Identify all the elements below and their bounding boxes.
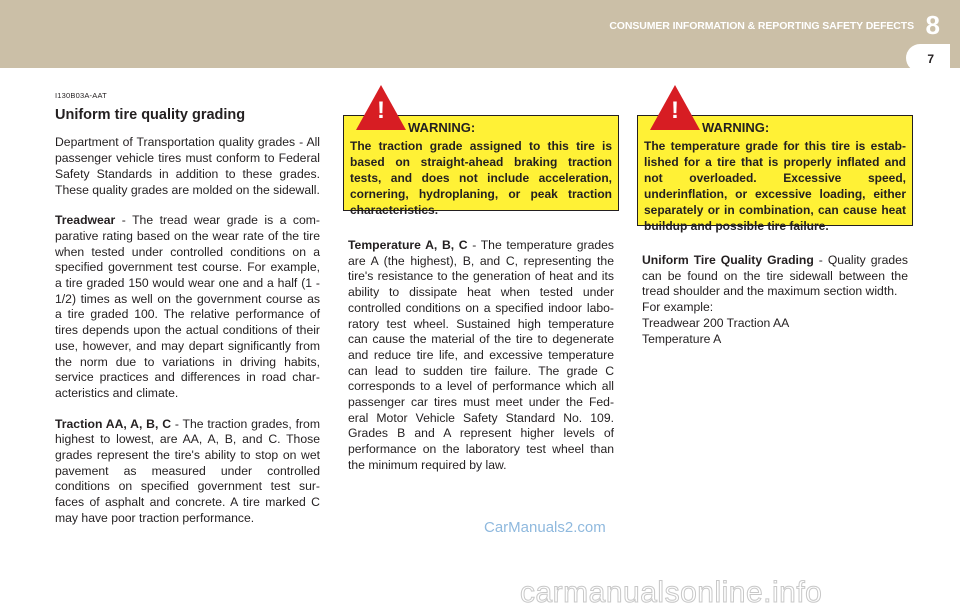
warning-title: WARNING: [702, 120, 770, 135]
temperature-term: Temperature A, B, C [348, 238, 468, 252]
right-column [642, 253, 908, 347]
intro-paragraph: Department of Transportation quality grades - All passenger vehicle tires must conform to Federal Safety Standards in addition to these grades. These quality grades are molded on the sidewall. [55, 135, 320, 197]
exclamation-icon: ! [377, 97, 385, 124]
example-line-temperature: Temperature A [642, 331, 722, 346]
chapter-number: 8 [925, 10, 940, 40]
traction-paragraph [55, 417, 320, 527]
footer-watermark: carmanualsonline.info [520, 576, 823, 609]
traction-warning-box [343, 97, 619, 217]
example-label: For example: [642, 300, 714, 315]
section-heading: Uniform tire quality grading [55, 106, 246, 123]
treadwear-text: - The tread wear grade is a com-parative rating based on the wear rate of the tire when tested under controlled conditions on a specified government test course. For example, a tire graded 150 would wear one and a half (1 - 1/2) times as well on the government course as a tire graded 100. The relative performance of tires depends upon the actual conditions of their use, however, and may depart significantly from the norm due to variations in driving habits, service practices and differences in road char-acteristics and climate. [55, 213, 320, 400]
warning-text: The traction grade assigned to this tire is based on straight-ahead braking traction tests, and does not include acceleration, cornering, hydroplaning, or peak traction characteristics. [350, 139, 612, 217]
page-header-band [0, 0, 960, 68]
section-title: CONSUMER INFORMATION & REPORTING SAFETY DEFECTS [609, 20, 914, 32]
carmanuals-watermark-link[interactable]: CarManuals2.com [484, 519, 606, 536]
page-number: 7 [927, 52, 934, 66]
temperature-text: - The temperature grades are A (the highest), B, and C, representing the tire's resistance to the generation of heat and its ability to dissipate heat when tested under controlled conditions on a specified indoor labo-ratory test wheel. Sustained high temperature can cause the material of the tire to degenerate and reduce tire life, and excessive temperature can lead to sudden tire failure. The grade C corresponds to a level of performance which all passenger car tires must meet under the Fed-eral Motor Vehicle Safety Standard No. 109. Grades B and A represent higher levels of performance on the laboratory test wheel than the minimum required by law. [348, 238, 614, 472]
traction-text: - The traction grades, from highest to lowest, are AA, A, B, and C. Those grades represent the tire's ability to stop on wet pavement as measured under controlled conditions on specified government test sur-faces of asphalt and concrete. A tire marked C may have poor traction performance. [55, 416, 320, 525]
warning-text: The temperature grade for this tire is estab-lished for a tire that is properly inflated and not overloaded. Excessive speed, underinflation, or excessive loading, either separately or in combination, can cause heat buildup and possible tire failure. [644, 139, 906, 233]
warning-title: WARNING: [408, 120, 476, 135]
treadwear-term: Treadwear [55, 213, 116, 228]
section-code: I130B03A-AAT [55, 91, 107, 100]
left-column [55, 88, 320, 542]
treadwear-paragraph [55, 213, 320, 401]
exclamation-icon: ! [671, 97, 679, 124]
middle-column [348, 238, 614, 489]
grading-term: Uniform Tire Quality Grading [642, 253, 814, 267]
example-line-treadwear: Treadwear 200 Traction AA [642, 315, 790, 330]
grading-paragraph [642, 253, 908, 300]
temperature-paragraph [348, 238, 614, 474]
grading-text: - Quality grades can be found on the tire sidewall between the tread shoulder and the maximum section width. [642, 253, 908, 299]
temperature-warning-box [637, 97, 913, 233]
traction-term: Traction AA, A, B, C [55, 416, 171, 431]
